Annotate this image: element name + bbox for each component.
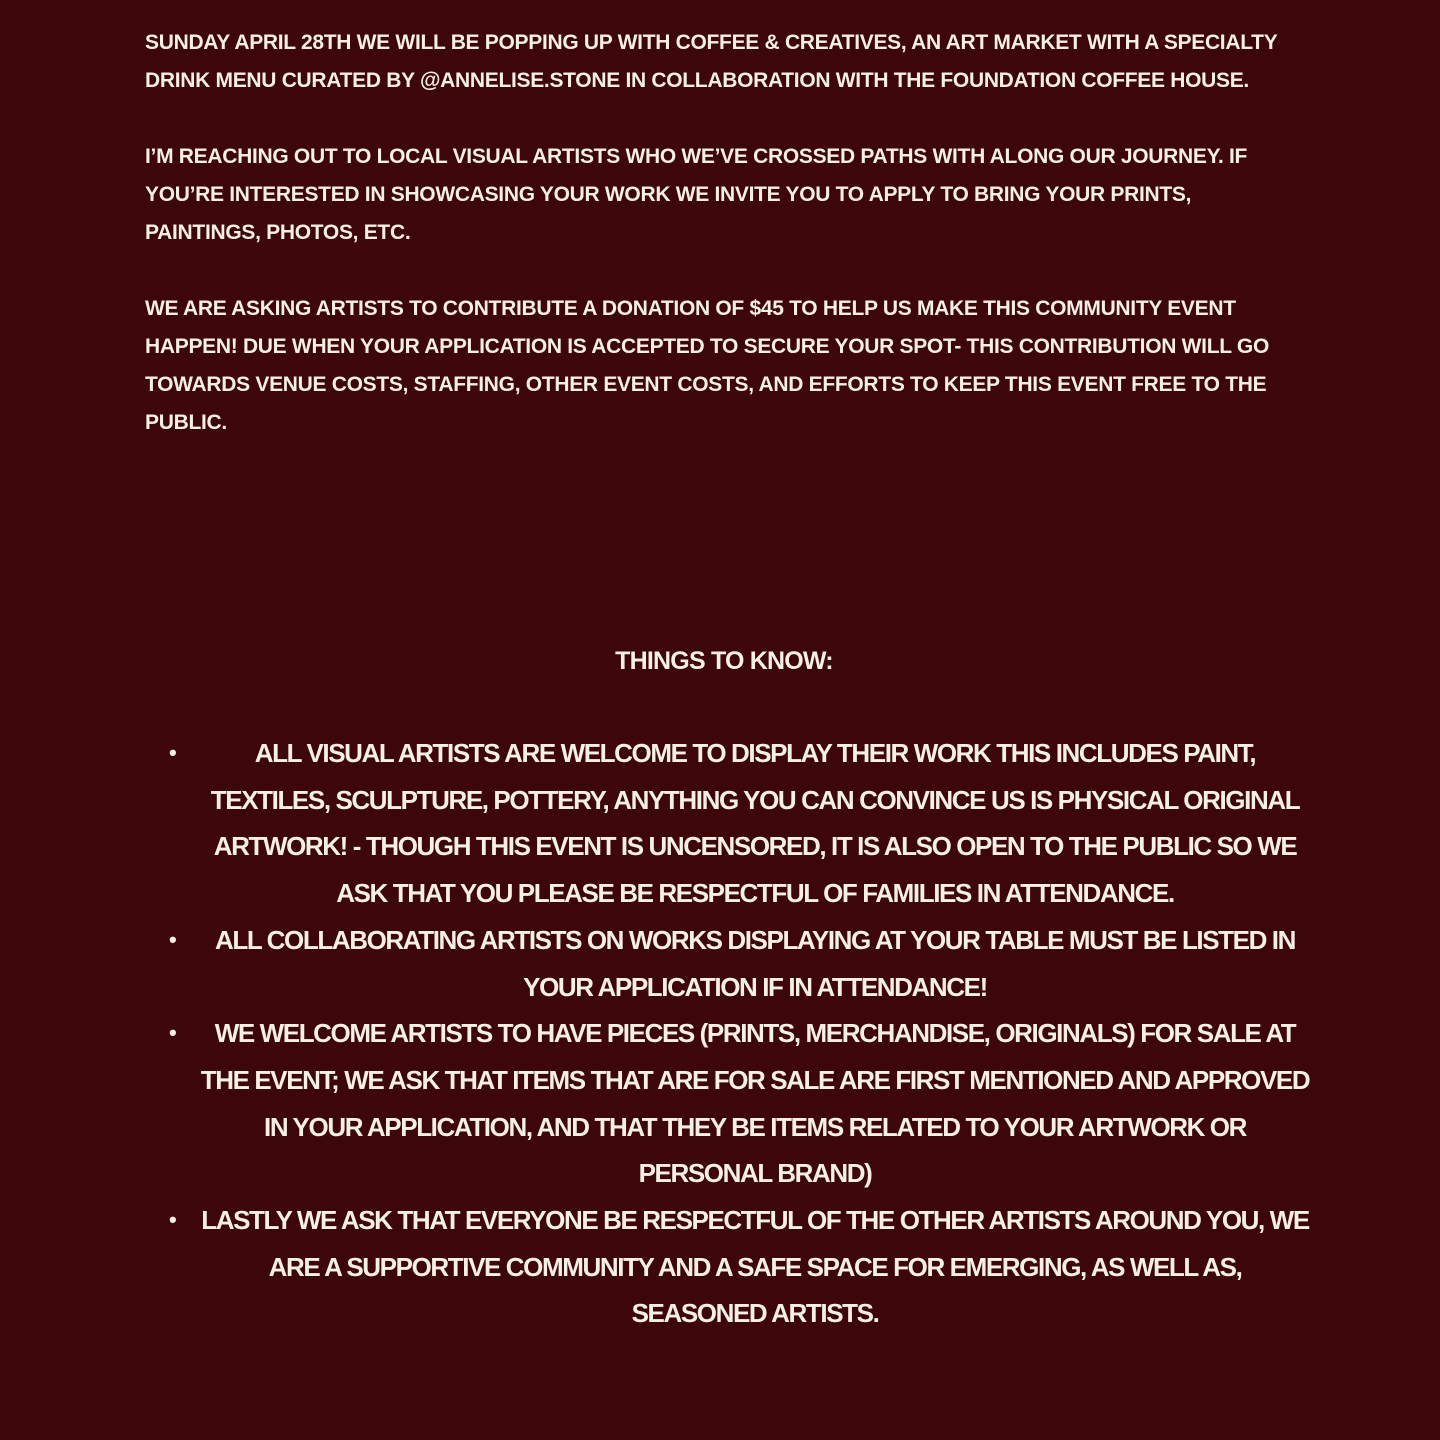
list-item [160, 1010, 1310, 1197]
list-item-text: ALL VISUAL ARTISTS ARE WELCOME TO DISPLAY THEIR WORK THIS INCLUDES PAINT, TEXTILES, SCULPTURE, POTTERY, ANYTHING YOU CAN CONVINCE US IS PHYSICAL ORIGINAL ARTWORK! - THOUGH THIS EVENT IS UNCENSORED, IT IS ALSO OPEN TO THE PUBLIC SO WE ASK THAT YOU PLEASE BE RESPECTFUL OF FAMILIES IN ATTENDANCE. [210, 738, 1300, 909]
list-item-text: WE WELCOME ARTISTS TO HAVE PIECES (PRINTS, MERCHANDISE, ORIGINALS) FOR SALE AT THE EVENT; WE ASK THAT ITEMS THAT ARE FOR SALE ARE FIRST MENTIONED AND APPROVED IN YOUR APPLICATION, AND THAT THEY BE ITEMS RELATED TO YOUR ARTWORK OR PERSONAL BRAND) [200, 1018, 1310, 1189]
list-item [160, 1197, 1310, 1337]
intro-paragraph-event: SUNDAY APRIL 28TH WE WILL BE POPPING UP WITH COFFEE & CREATIVES, AN ART MARKET WITH A SPECIALTY DRINK MENU CURATED BY @ANNELISE.STONE IN COLLABORATION WITH THE FOUNDATION COFFEE HOUSE. [145, 31, 1278, 92]
things-to-know-list [160, 730, 1310, 1337]
things-to-know-heading: THINGS TO KNOW: [615, 647, 833, 675]
intro-section [145, 24, 1305, 480]
intro-paragraph-outreach: I’M REACHING OUT TO LOCAL VISUAL ARTISTS WHO WE’VE CROSSED PATHS WITH ALONG OUR JOURNEY. IF YOU’RE INTERESTED IN SHOWCASING YOUR WORK WE INVITE YOU TO APPLY TO BRING YOUR PRINTS, PAINTINGS, PHOTOS, ETC. [145, 145, 1248, 244]
bullet-icon: • [169, 1020, 177, 1046]
bullet-icon: • [169, 740, 177, 765]
bullet-icon: • [169, 1207, 177, 1233]
list-item-text: LASTLY WE ASK THAT EVERYONE BE RESPECTFUL OF THE OTHER ARTISTS AROUND YOU, WE ARE A SUPPORTIVE COMMUNITY AND A SAFE SPACE FOR EMERGING, AS WELL AS, SEASONED ARTISTS. [201, 1205, 1309, 1329]
list-item [160, 730, 1310, 917]
intro-paragraph-donation: WE ARE ASKING ARTISTS TO CONTRIBUTE A DONATION OF $45 TO HELP US MAKE THIS COMMUNITY EVENT HAPPEN! DUE WHEN YOUR APPLICATION IS ACCEPTED TO SECURE YOUR SPOT- THIS CONTRIBUTION WILL GO TOWARDS VENUE COSTS, STAFFING, OTHER EVENT COSTS, AND EFFORTS TO KEEP THIS EVENT FREE TO THE PUBLIC. [145, 297, 1269, 434]
bullet-icon: • [169, 926, 177, 952]
list-item [160, 917, 1310, 1010]
list-item-text: ALL COLLABORATING ARTISTS ON WORKS DISPLAYING AT YOUR TABLE MUST BE LISTED IN YOUR APPLICATION IF IN ATTENDANCE! [214, 924, 1296, 1002]
